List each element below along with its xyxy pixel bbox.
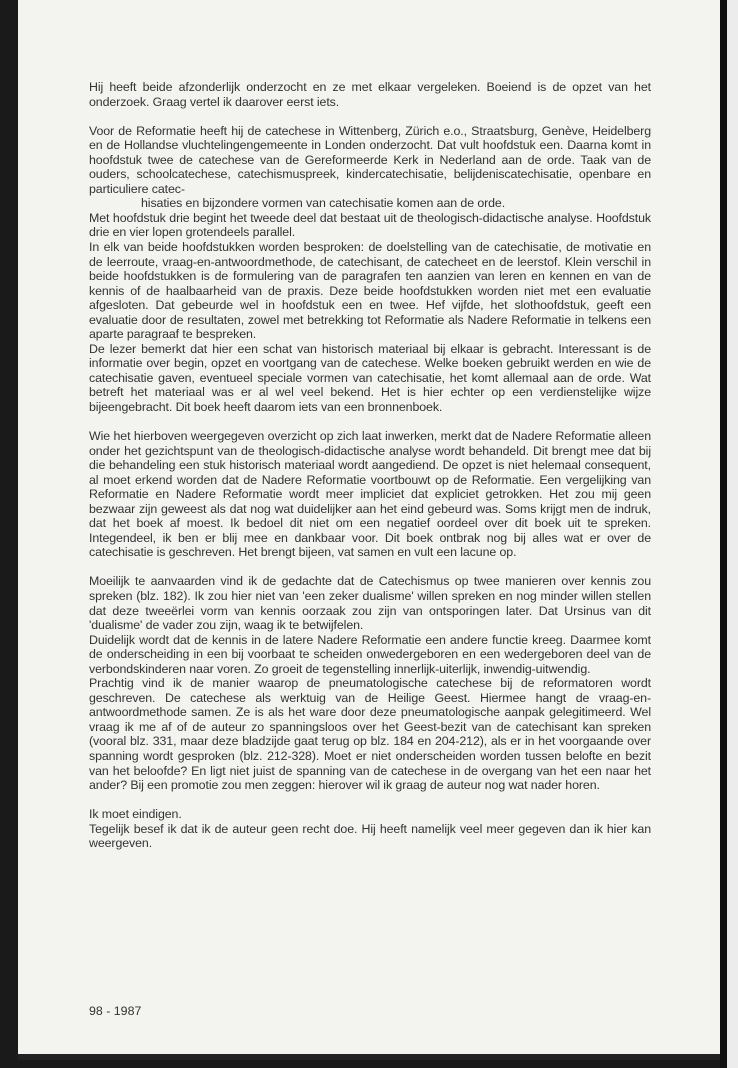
- paragraph: Prachtig vind ik de manier waarop de pneumatologische catechese bij de reformatoren wordt geschreven. De catechese als werktuig van de Heilige Geest. Hiermee hangt de vraag-en-antwoordmethode samen. Ze is als het ware door deze pneumatologische aanpak gelegitimeerd. Wel vraag ik me af of de auteur zo spanningsloos over het Geest-bezit van de catechisant kan spreken (vooral blz. 331, maar deze bladzijde gaat terug op blz. 184 en 204-212), als er in het voorgaande over spanning wordt gesproken (blz. 212-328). Moet er niet onderscheiden worden tussen belofte en bezit van het beloofde? En ligt niet juist de spanning van de catechese in de overgang van het een naar het ander? Bij een promotie zou men zeggen: hierover wil ik graag de auteur nog wat nader horen.: [89, 676, 651, 793]
- paragraph: Voor de Reformatie heeft hij de catechese in Wittenberg, Zürich e.o., Straatsburg, Genève, Heidelberg en de Hollandse vluchtelingengemeente in Londen onderzocht. Dat vult hoofdstuk een. Daarna komt in hoofdstuk twee de catechese van de Gereformeerde Kerk in Nederland aan de orde. Taak van de ouders, schoolcatechese, catechismuspreek, kindercatechisatie, belijdeniscatechisatie, openbare en particuliere catec-: [89, 123, 651, 196]
- paragraph: Ik moet eindigen.: [89, 807, 182, 822]
- body-text: [89, 80, 651, 851]
- paragraph: De lezer bemerkt dat hier een schat van historisch materiaal bij elkaar is gebracht. Interessant is de informatie over begin, opzet en voortgang van de catechese. Welke boeken gebruikt werden en wie de catechisatie gaven, eventueel speciale vormen van catechisatie, het komt allemaal aan de orde. Wat betreft het materiaal was er al wel veel bekend. Het is hier echter op een verdienstelijke wijze bijeengebracht. Dit boek heeft daarom iets van een bronnenboek.: [89, 341, 651, 414]
- page-footer: 98 - 1987: [89, 1004, 142, 1018]
- paragraph: Duidelijk wordt dat de kennis in de latere Nadere Reformatie een andere functie kreeg. Daarmee komt de onderscheiding in een bij voorbaat te scheiden onwedergeboren en een wedergeboren deel van de verbondskinderen naar voren. Zo groeit de tegenstelling innerlijk-uiterlijk, inwendig-uitwendig.: [89, 632, 651, 676]
- paragraph: Moeilijk te aanvaarden vind ik de gedachte dat de Catechismus op twee manieren over kennis zou spreken (blz. 182). Ik zou hier niet van 'een zeker dualisme' willen spreken en nog minder willen stellen dat deze tweeërlei vorm van kennis oorzaak zou zijn van ontsporingen later. Dat Ursinus van dit 'dualisme' de vader zou zijn, waag ik te betwijfelen.: [89, 574, 651, 633]
- paragraph: Tegelijk besef ik dat ik de auteur geen recht doe. Hij heeft namelijk veel meer gegeven dan ik hier kan weergeven.: [89, 821, 651, 851]
- scan-edge: [720, 0, 727, 1068]
- scan-margin: [727, 0, 738, 1068]
- paragraph: hisaties en bijzondere vormen van catechisatie komen aan de orde.: [141, 196, 506, 211]
- paragraph: Hij heeft beide afzonderlijk onderzocht en ze met elkaar vergeleken. Boeiend is de opzet van het onderzoek. Graag vertel ik daarover eerst iets.: [89, 80, 651, 109]
- paragraph: Met hoofdstuk drie begint het tweede deel dat bestaat uit de theologisch-didactische analyse. Hoofdstuk drie en vier lopen grotendeels parallel.: [89, 210, 651, 240]
- paragraph: Wie het hierboven weergegeven overzicht op zich laat inwerken, merkt dat de Nadere Reformatie alleen onder het gezichtspunt van de theologisch-didactische analyse wordt behandeld. Dit brengt mee dat bij die behandeling een stuk historisch materiaal wordt aangediend. De opzet is niet helemaal consequent, al moet erkend worden dat de Nadere Reformatie voortbouwt op de Reformatie. Een vergelijking van Reformatie en Nadere Reformatie wordt meer impliciet dat expliciet getrokken. Het zou mij geen bezwaar zijn geweest als dat nog wat duidelijker aan het eind gebeurd was. Soms krijgt men de indruk, dat het boek af moest. Ik bedoel dit niet om een negatief oordeel over dit boek uit te spreken. Integendeel, ik ben er blij mee en dankbaar voor. Dit boek ontbrak nog bij alles wat er over de catechisatie is geschreven. Het brengt bijeen, vat samen en vult een lacune op.: [89, 429, 651, 560]
- paragraph: In elk van beide hoofdstukken worden besproken: de doelstelling van de catechisatie, de motivatie en de leerroute, vraag-en-antwoordmethode, de catechisant, de catecheet en de leerstof. Klein verschil in beide hoofdstukken is de formulering van de paragrafen ten aanzien van leren en kennen en van de kennis of de haalbaarheid van de praxis. Deze beide hoofdstukken worden niet met een evaluatie afgesloten. Dat gebeurde wel in hoofdstuk een en twee. Hef vijfde, het slothoofdstuk, geeft een evaluatie door de resultaten, zowel met betrekking tot Reformatie als Nadere Reformatie in telkens een aparte paragraaf te bespreken.: [89, 239, 651, 342]
